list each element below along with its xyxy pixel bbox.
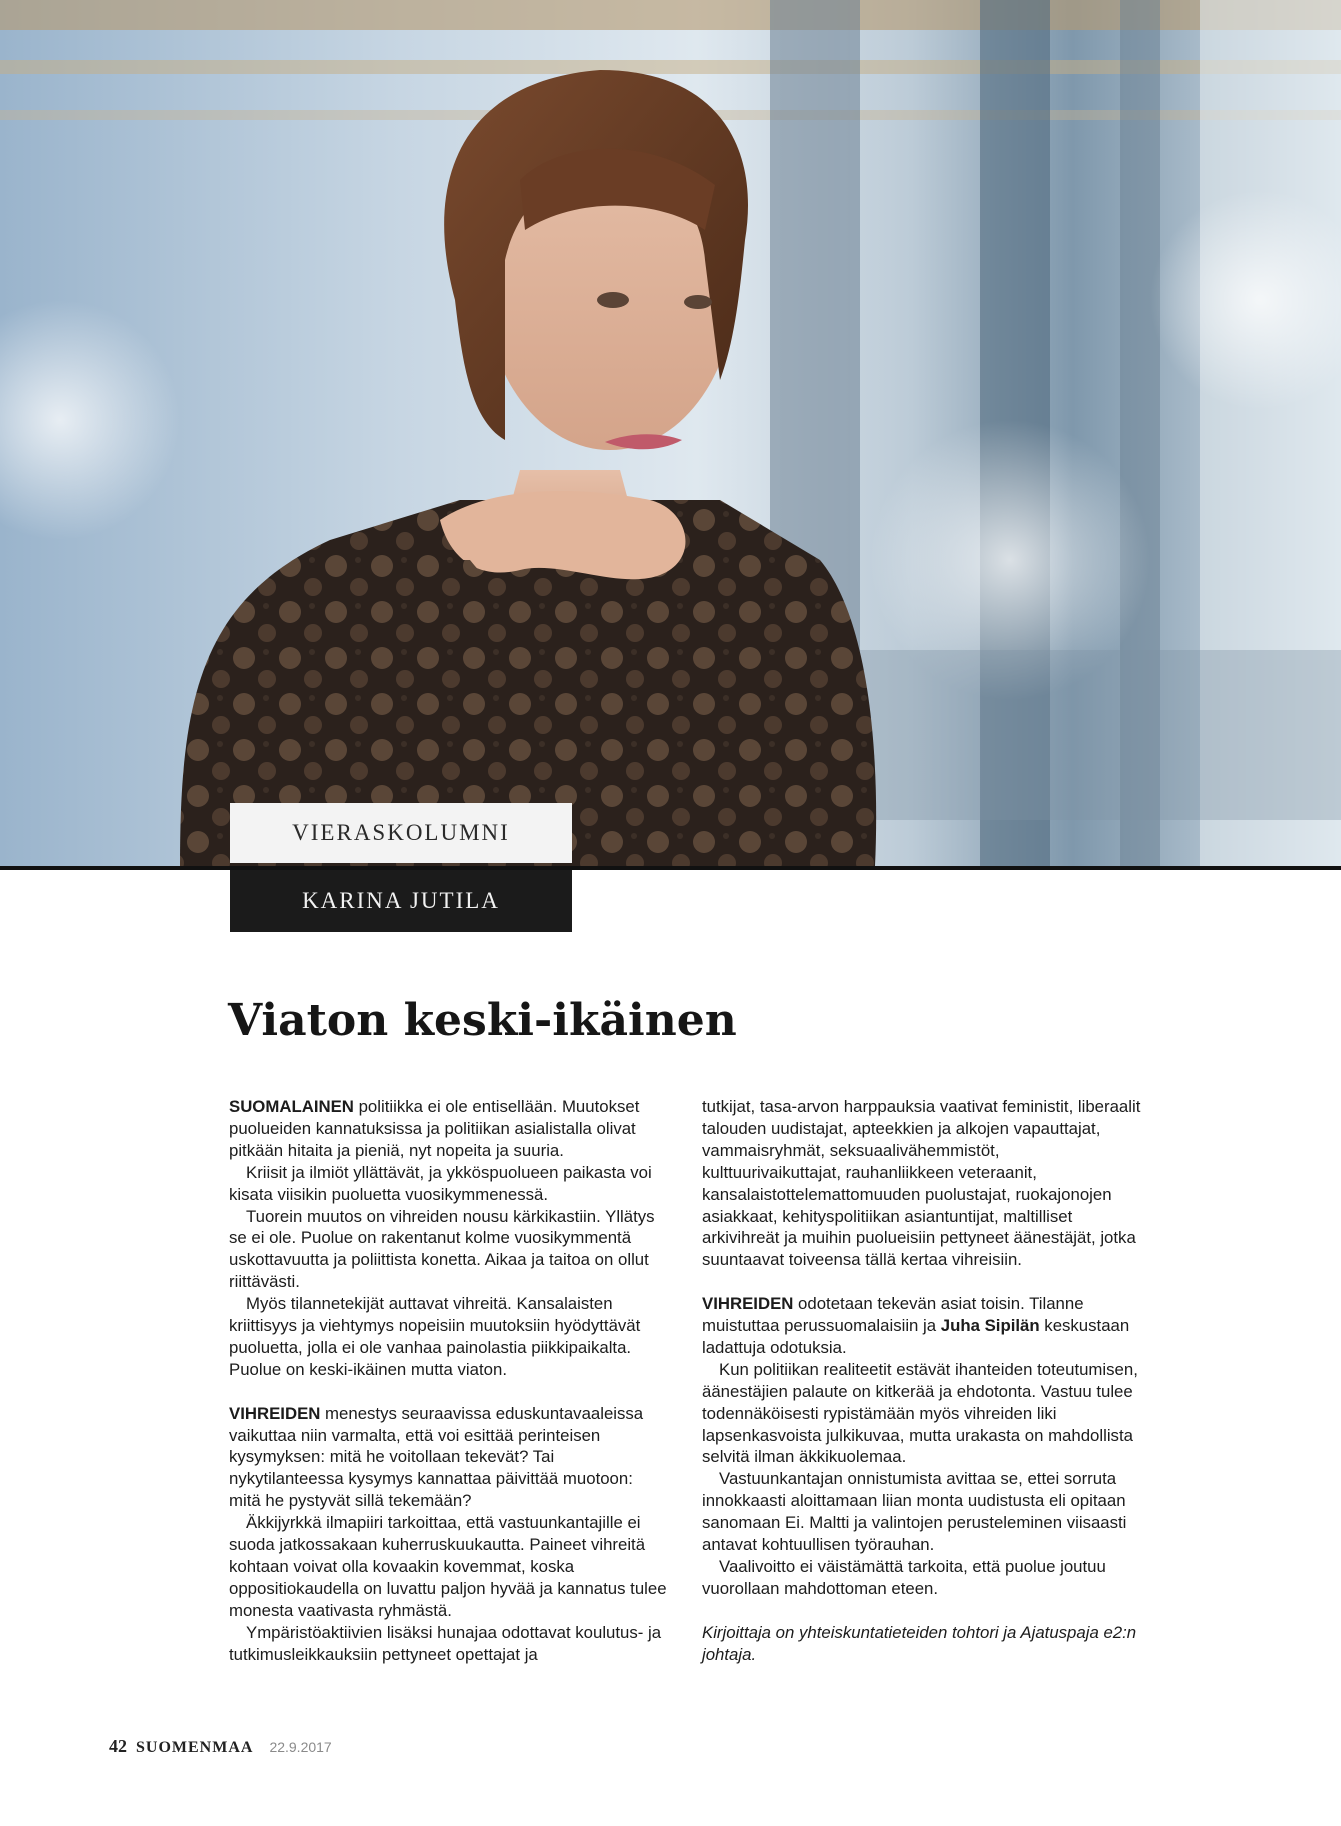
- drop-lead: SUOMALAINEN: [229, 1097, 354, 1116]
- paragraph: Vastuunkantajan onnistumista avittaa se, ettei sorruta innokkaasti aloittamaan liian monta uudistusta eli opitaan sanomaan Ei. Maltti ja valintojen perusteleminen viisaasti antavat kohtuullisen työrauhan.: [702, 1469, 1127, 1555]
- paragraph: SUOMALAINEN politiikka ei ole entisellään. Muutokset puolueiden kannatuksissa ja politiikan asialistalla olivat pitkään hitaita ja pieniä, nyt nopeita ja suuria.: [229, 1097, 640, 1160]
- author-label: KARINA JUTILA: [230, 870, 572, 932]
- issue-date: 22.9.2017: [269, 1739, 332, 1755]
- headline: Viaton keski-ikäinen: [228, 995, 737, 1046]
- paragraph: tutkijat, tasa-arvon harppauksia vaativat feministit, liberaalit talouden uudistajat, apteekkien ja alkojen vapauttajat, vammaisryhmät, seksuaalivähemmistöt, kulttuurivaikuttajat, rauhanliikkeen veteraanit, kansalaistottelemattomuuden puolustajat, ruokajonojen asiakkaat, kehityspolitiikan asiantuntijat, maltilliset arkivihreät ja muihin puolueisiin pettyneet äänestäjät, jotka suuntaavat toiveensa tällä kertaa vihreisiin.: [702, 1097, 1141, 1270]
- paragraph: Ympäristöaktiivien lisäksi hunajaa odottavat koulutus- ja tutkimusleikkauksiin pettyneet opettajat ja: [229, 1622, 662, 1664]
- hero-divider: [0, 866, 1341, 870]
- paragraph: Äkkijyrkkä ilmapiiri tarkoittaa, että vastuunkantajille ei suoda jatkossakaan kuherruskuukautta. Paineet vihreitä kohtaan voivat olla kovaakin kovemmat, koska oppositiokaudella on luvattu paljon hyvää ja kannatus tulee monesta vaativasta ryhmästä.: [229, 1513, 667, 1620]
- hero-photo: [0, 0, 1341, 866]
- body-column-left: [229, 1096, 669, 1666]
- publication-name: SUOMENMAA: [136, 1739, 254, 1756]
- paragraph: Kriisit ja ilmiöt yllättävät, ja ykköspuolueen paikasta voi kisata viisikin puoluetta vuosikymmenessä.: [229, 1162, 652, 1204]
- body-column-right: [702, 1096, 1142, 1666]
- drop-lead: VIHREIDEN: [702, 1294, 794, 1314]
- page-footer: [109, 1736, 332, 1757]
- paragraph: VIHREIDEN menestys seuraavissa eduskuntavaaleissa vaikuttaa niin varmalta, että voi esittää perinteisen kysymyksen: mitä he voitollaan tekevät? Tai nykytilanteessa kysymys kannattaa päivittää muotoon: mitä he pystyvät sillä tekemään?: [229, 1403, 644, 1511]
- author-bio: Kirjoittaja on yhteiskuntatieteiden tohtori ja Ajatuspaja e2:n johtaja.: [702, 1622, 1137, 1664]
- drop-lead: VIHREIDEN: [229, 1403, 321, 1423]
- paragraph: Tuorein muutos on vihreiden nousu kärkikastiin. Yllätys se ei ole. Puolue on rakentanut kolme vuosikymmentä uskottavuutta ja poliittista konetta. Aikaa ja taitoa on ollut riittävästi.: [229, 1206, 655, 1292]
- paragraph: VIHREIDEN odotetaan tekevän asiat toisin. Tilanne muistuttaa perussuomalaisiin ja Juha Sipilän keskustaan ladattuja odotuksia.: [702, 1294, 1130, 1357]
- column-label: VIERASKOLUMNI: [230, 803, 572, 863]
- paragraph: Kun politiikan realiteetit estävät ihanteiden toteutumisen, äänestäjien palaute on kitkerää ja ehdotonta. Vastuu tulee todennäköisesti rypistämään myös vihreiden liki lapsenkasvoista julkikuvaa, mutta urakasta on mahdollista selvitä ilman äkkikuolemaa.: [702, 1359, 1138, 1467]
- paragraph: Myös tilannetekijät auttavat vihreitä. Kansalaisten kriittisyys ja viehtymys nopeisiin muutoksiin hyödyttävät puoluetta, jolla ei ole vanhaa painolastia piikkipaikalta. Puolue on keski-ikäinen mutta viaton.: [229, 1294, 641, 1379]
- person-name: Juha Sipilän: [940, 1316, 1040, 1336]
- page-number: 42: [109, 1736, 127, 1756]
- portrait-illustration: [0, 0, 1341, 866]
- paragraph: Vaalivoitto ei väistämättä tarkoita, että puolue joutuu vuorollaan mahdottoman eteen.: [702, 1557, 1106, 1598]
